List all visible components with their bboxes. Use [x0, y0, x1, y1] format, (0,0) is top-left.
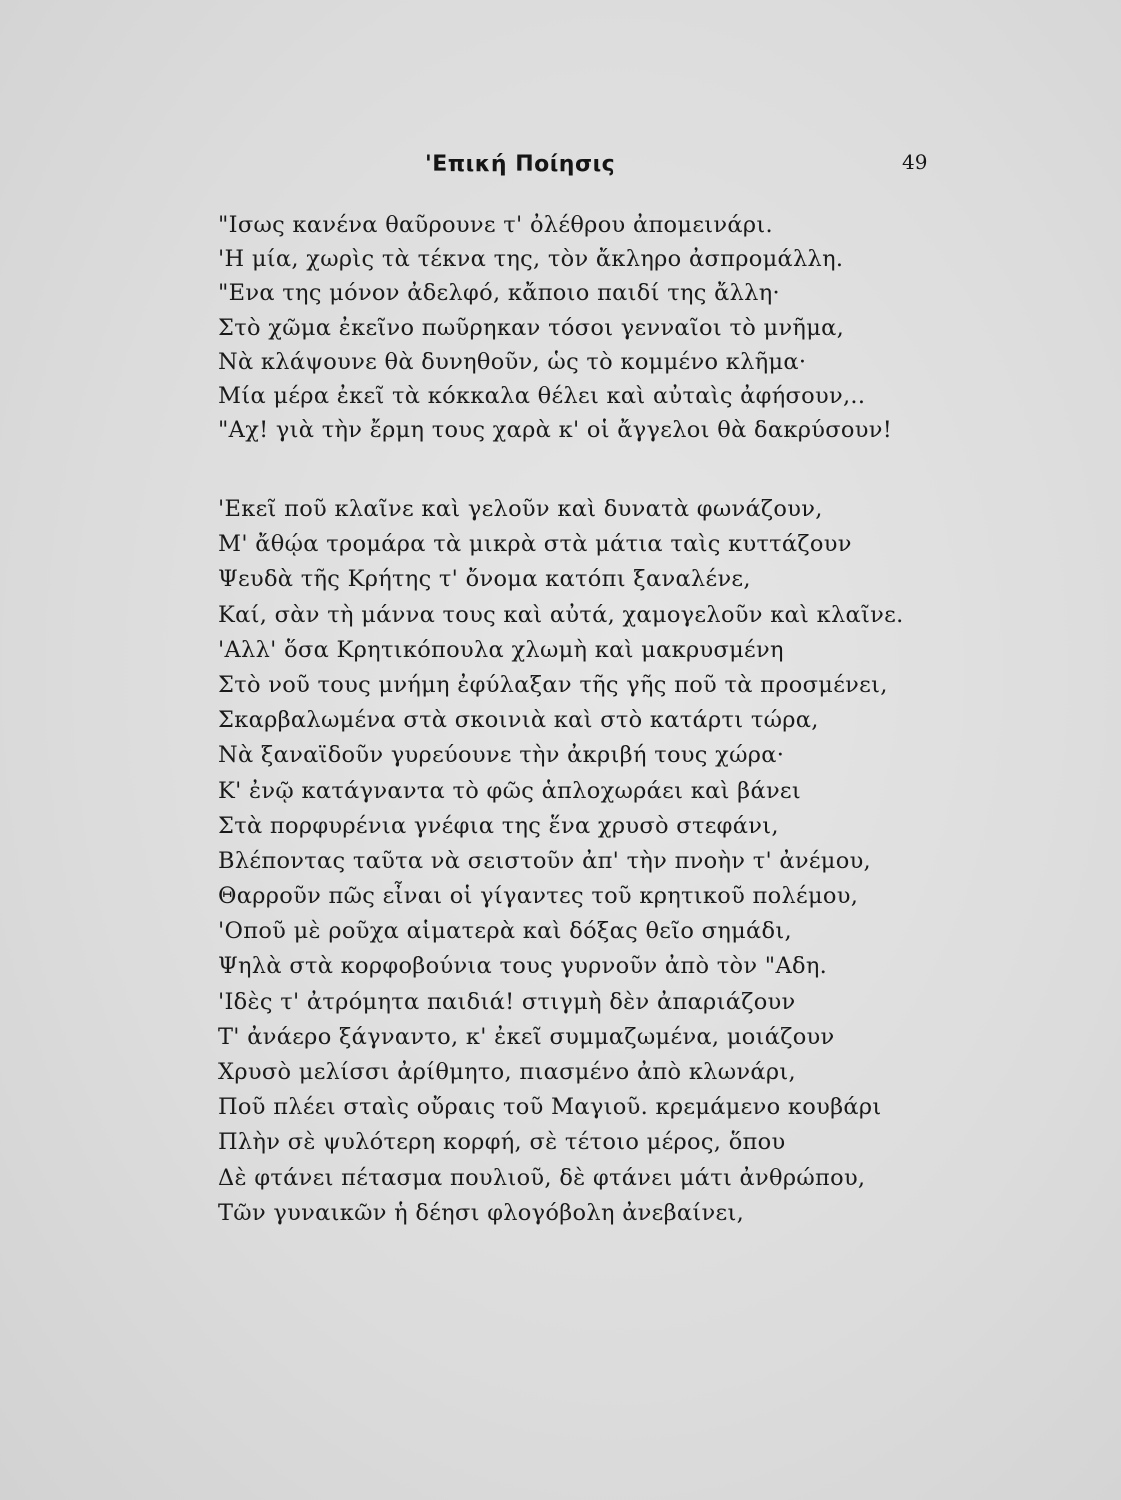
verse-line: Θαρροῦν πῶς εἶναι οἱ γίγαντες τοῦ κρητικοῦ πολέμου,	[218, 883, 859, 910]
verse-line: Στὸ χῶμα ἐκεῖνο πωῦρηκαν τόσοι γενναῖοι τὸ μνῆμα,	[218, 314, 845, 341]
verse-line: Καί, σὰν τὴ μάννα τους καὶ αὐτά, χαμογελοῦν καὶ κλαῖνε.	[218, 601, 904, 628]
verse-line: 'Οποῦ μὲ ροῦχα αἱματερὰ καὶ δόξας θεῖο σημάδι,	[218, 918, 792, 945]
verse-line: Δὲ φτάνει πέτασμα πουλιοῦ, δὲ φτάνει μάτι ἀνθρώπου,	[218, 1164, 866, 1191]
verse-line: Στὰ πορφυρένια γνέφια της ἕνα χρυσὸ στεφάνι,	[218, 812, 779, 839]
verse-line: 'Εκεῖ ποῦ κλαῖνε καὶ γελοῦν καὶ δυνατὰ φωνάζουν,	[218, 496, 823, 522]
verse-line: Χρυσὸ μελίσσι ἀρίθμητο, πιασμένο ἀπὸ κλωνάρι,	[218, 1059, 796, 1085]
verse-line: "Ενα της μόνον ἀδελφό, κἄποιο παιδί της ἄλλη·	[218, 280, 780, 307]
stanza-1	[218, 208, 958, 447]
verse-line: Τ' ἀνάερο ξάγναντο, κ' ἐκεῖ συμμαζωμένα, μοιάζουν	[218, 1023, 835, 1050]
verse-line: Ποῦ πλέει σταὶς οὔραις τοῦ Μαγιοῦ. κρεμάμενο κουβάρι	[218, 1094, 882, 1121]
running-title: 'Επική Ποίησις	[425, 152, 616, 177]
verse-line: Σκαρβαλωμένα στὰ σκοινιὰ καὶ στὸ κατάρτι τώρα,	[218, 707, 819, 734]
verse-line: Τῶν γυναικῶν ἡ δέησι φλογόβολη ἀνεβαίνει,	[218, 1199, 745, 1226]
page-number: 49	[902, 150, 928, 174]
verse-line: Στὸ νοῦ τους μνήμη ἐφύλαξαν τῆς γῆς ποῦ τὰ προσμένει,	[218, 671, 888, 698]
verse-line: Μία μέρα ἐκεῖ τὰ κόκκαλα θέλει καὶ αὐταὶς ἀφήσουν,..	[218, 382, 866, 409]
verse-line: Ψευδὰ τῆς Κρήτης τ' ὄνομα κατόπι ξαναλένε,	[218, 566, 751, 593]
verse-line: Πλὴν σὲ ψυλότερη κορφή, σὲ τέτοιο μέρος, ὅπου	[218, 1129, 786, 1156]
verse-line: 'Αλλ' ὅσα Κρητικόπουλα χλωμὴ καὶ μακρυσμένη	[218, 636, 784, 663]
verse-line: "Ισως κανένα θαῦρουνε τ' ὀλέθρου ἀπομεινάρι.	[218, 212, 773, 238]
verse-line: Μ' ἄθῴα τρομάρα τὰ μικρὰ στὰ μάτια ταὶς κυττάζουν	[218, 531, 852, 558]
verse-line: Βλέποντας ταῦτα νὰ σειστοῦν ἀπ' τὴν πνοὴν τ' ἀνέμου,	[218, 847, 872, 874]
verse-line: 'Η μία, χωρὶς τὰ τέκνα της, τὸν ἄκληρο ἀσπρομάλλη.	[218, 246, 844, 273]
verse-line: "Αχ! γιὰ τὴν ἔρμη τους χαρὰ κ' οἱ ἄγγελοι θὰ δακρύσουν!	[218, 417, 893, 444]
verse-line: 'Ιδὲς τ' ἀτρόμητα παιδιά! στιγμὴ δὲν ἀπαριάζουν	[218, 988, 796, 1015]
verse-line: Κ' ἐνῷ κατάγναντα τὸ φῶς ἁπλοχωράει καὶ βάνει	[218, 777, 801, 804]
verse-line: Ψηλὰ στὰ κορφοβούνια τους γυρνοῦν ἀπὸ τὸν "Αδη.	[218, 953, 828, 980]
stanza-2	[218, 492, 958, 1231]
verse-line: Νὰ κλάψουνε θὰ δυνηθοῦν, ὡς τὸ κομμένο κλῆμα·	[218, 348, 807, 375]
verse-line: Νὰ ξαναϊδοῦν γυρεύουνε τὴν ἀκριβή τους χώρα·	[218, 742, 785, 769]
